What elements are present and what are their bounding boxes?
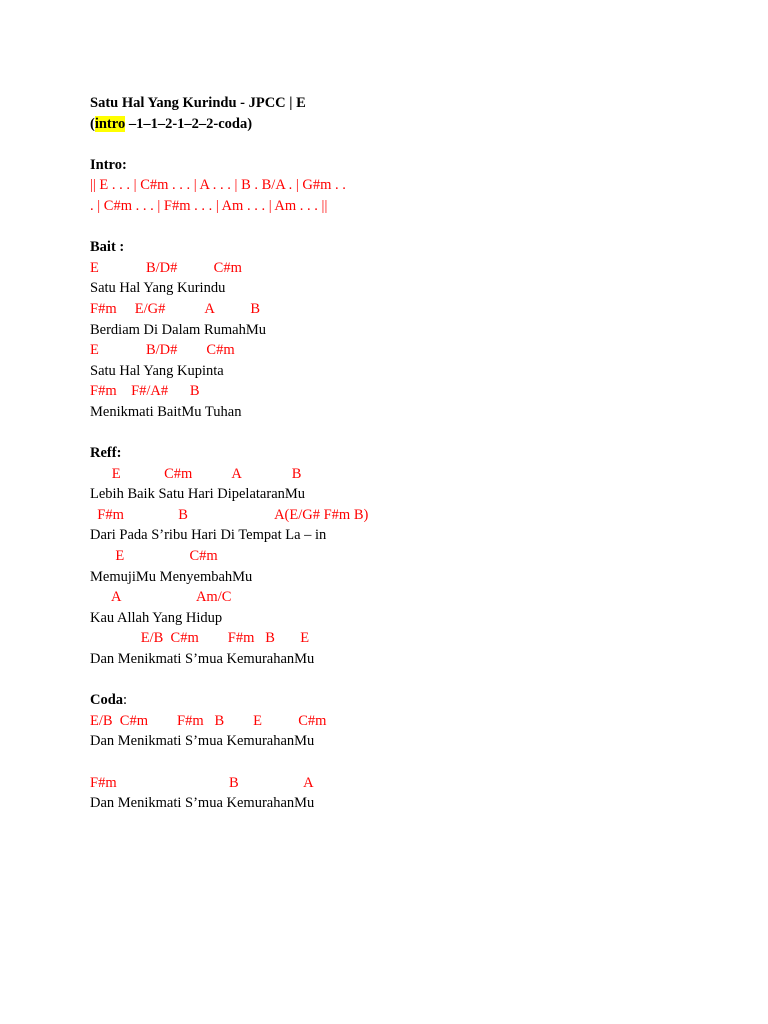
reff-lyric-3: MemujiMu MenyembahMu <box>90 568 253 585</box>
bait-heading: Bait : <box>90 239 125 256</box>
bait-lyric-4: Menikmati BaitMu Tuhan <box>90 403 242 420</box>
bait-lyric-2: Berdiam Di Dalam RumahMu <box>90 321 266 338</box>
bait-lyric-3: Satu Hal Yang Kupinta <box>90 362 224 379</box>
reff-lyric-5: Dan Menikmati S’mua KemurahanMu <box>90 651 315 668</box>
intro-chords-line-2: . | C#m . . . | F#m . . . | Am . . . | Am . . . || <box>90 197 328 214</box>
reff-heading: Reff: <box>90 445 122 462</box>
bait-chords-3: E B/D# C#m <box>90 342 235 359</box>
intro-chords-line-1: || E . . . | C#m . . . | A . . . | B . B/A . | G#m . . <box>90 177 346 194</box>
structure-highlight: intro <box>94 115 126 132</box>
spacer <box>90 670 690 691</box>
spacer <box>90 134 690 155</box>
intro-heading: Intro: <box>90 156 127 173</box>
coda-lyric-1: Dan Menikmati S’mua KemurahanMu <box>90 733 315 750</box>
bait-lyric-1: Satu Hal Yang Kurindu <box>90 280 226 297</box>
bait-chords-4: F#m F#/A# B <box>90 383 200 400</box>
song-structure <box>90 114 690 135</box>
coda-heading-label: Coda <box>90 692 124 709</box>
bait-chords-2: F#m E/G# A B <box>90 300 260 317</box>
coda-heading-colon: : <box>123 692 128 709</box>
reff-chords-5: E/B C#m F#m B E <box>90 630 310 647</box>
bait-chords-1: E B/D# C#m <box>90 259 242 276</box>
reff-chords-4: A Am/C <box>90 589 232 606</box>
spacer <box>90 217 690 238</box>
song-title: Satu Hal Yang Kurindu - JPCC | E <box>90 95 306 111</box>
spacer <box>90 423 690 444</box>
coda-lyric-2: Dan Menikmati S’mua KemurahanMu <box>90 795 315 812</box>
coda-chords-1: E/B C#m F#m B E C#m <box>90 712 327 729</box>
reff-chords-1: E C#m A B <box>90 465 302 482</box>
spacer <box>90 752 690 773</box>
reff-lyric-2: Dari Pada S’ribu Hari Di Tempat La – in <box>90 527 327 544</box>
chord-sheet <box>90 93 690 814</box>
reff-lyric-1: Lebih Baik Satu Hari DipelataranMu <box>90 486 306 503</box>
reff-chords-3: E C#m <box>90 548 218 565</box>
coda-chords-2: F#m B A <box>90 774 314 791</box>
coda-heading <box>90 690 690 711</box>
structure-open: ( <box>90 115 95 132</box>
structure-rest: –1–1–2-1–2–2-coda) <box>125 115 253 132</box>
reff-chords-2: F#m B A(E/G# F#m B) <box>90 506 369 523</box>
reff-lyric-4: Kau Allah Yang Hidup <box>90 609 223 626</box>
